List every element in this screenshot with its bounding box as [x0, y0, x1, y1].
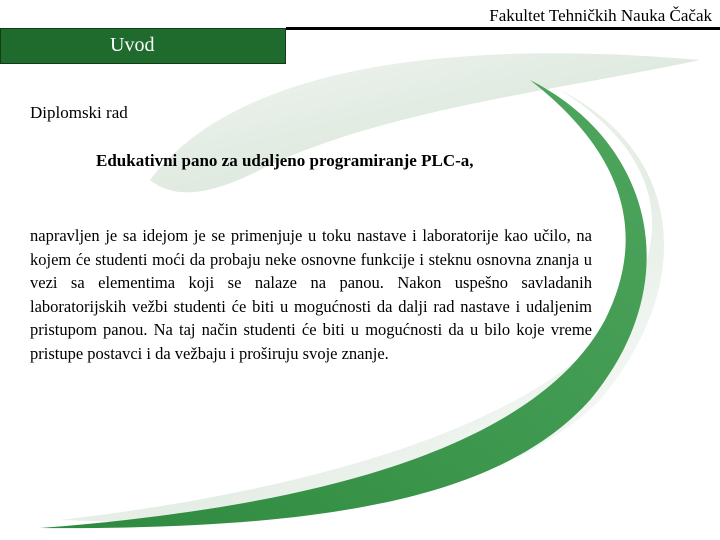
section-title: Uvod	[110, 34, 155, 56]
thesis-label: Diplomski rad	[30, 103, 128, 122]
header-rule	[286, 27, 720, 30]
body-paragraph: napravljen je sa idejom je se primenjuje u toku nastave i laboratorije kao učilo, na kojem će studenti moći da probaju neke osnovne funkcije i steknu osnovna znanja u vezi sa elementima koji se nalaze na panou. Nakon uspešno savladanih laboratorijskih vežbi studenti će biti u mogućnosti da dalji rad nastave i udaljenim pristupom panou. Na taj način studenti će biti u mogućnosti da u bilo koje vreme pristupe postavci i da vežbaju i proširuju svoje znanje.	[30, 226, 592, 363]
thesis-title: Edukativni pano za udaljeno programiranje PLC-a,	[96, 151, 474, 170]
institution-title: Fakultet Tehničkih Nauka Čačak	[489, 6, 712, 25]
